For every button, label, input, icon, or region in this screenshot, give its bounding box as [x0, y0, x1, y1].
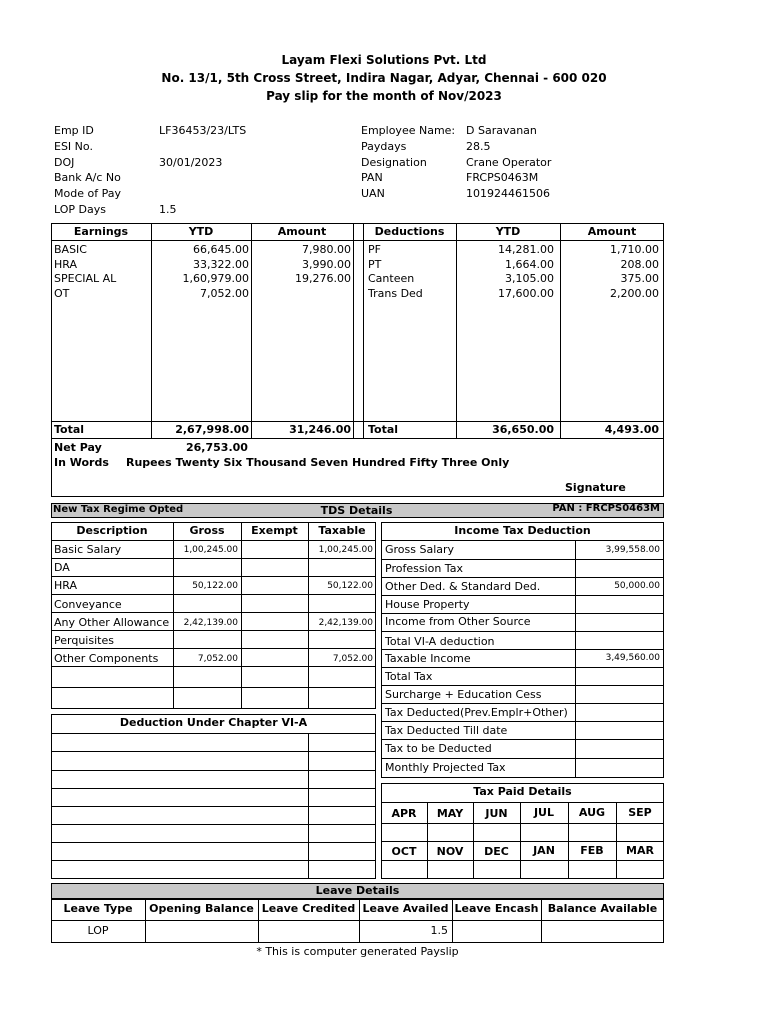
row-divider	[381, 739, 664, 740]
it-value: 50,000.00	[614, 581, 660, 591]
row-divider	[381, 841, 664, 842]
it-label: Total VI-A deduction	[385, 635, 495, 648]
earnings-total-amount: 31,246.00	[289, 423, 351, 436]
col-divider-mid	[353, 223, 354, 439]
earnings-header: Earnings	[73, 225, 129, 238]
taxable-header: Taxable	[318, 524, 366, 537]
leave-type-value: LOP	[87, 924, 109, 937]
row-divider	[51, 920, 664, 921]
earning-amount: 7,980.00	[302, 243, 351, 256]
it-label: Other Ded. & Standard Ded.	[385, 580, 541, 593]
it-label: Monthly Projected Tax	[385, 761, 506, 774]
row-divider	[381, 802, 664, 803]
deduction-name: PT	[368, 258, 382, 271]
row-divider	[51, 558, 376, 559]
tds-desc: Other Components	[54, 652, 159, 665]
row-divider	[381, 667, 664, 668]
month-jun: JUN	[485, 807, 508, 820]
header-divider	[51, 240, 664, 241]
gross-header: Gross	[189, 524, 225, 537]
row-divider	[51, 860, 376, 861]
row-divider	[51, 806, 376, 807]
month-aug: AUG	[578, 806, 606, 819]
row-divider	[51, 612, 376, 613]
row-divider	[381, 540, 664, 541]
deduction-amount: 208.00	[620, 258, 659, 271]
month-sep: SEP	[628, 806, 652, 819]
lop-days-value: 1.5	[159, 203, 177, 216]
designation-value: Crane Operator	[466, 156, 552, 169]
tds-desc: Basic Salary	[54, 543, 122, 556]
earning-amount: 3,990.00	[302, 258, 351, 271]
it-label: Total Tax	[385, 670, 433, 683]
row-divider	[381, 860, 664, 861]
month-nov: NOV	[436, 845, 464, 858]
deduction-amount: 2,200.00	[610, 287, 659, 300]
earning-ytd: 66,645.00	[193, 243, 249, 256]
row-divider	[51, 576, 376, 577]
tds-gross: 7,052.00	[197, 654, 238, 664]
it-label: Tax Deducted(Prev.Emplr+Other)	[385, 706, 568, 719]
pan-value: FRCPS0463M	[466, 171, 539, 184]
row-divider	[51, 788, 376, 789]
emp-id-value: LF36453/23/LTS	[159, 124, 247, 137]
deduction-ytd: 14,281.00	[498, 243, 554, 256]
deductions-ytd-header: YTD	[495, 225, 521, 238]
emp-id-label: Emp ID	[54, 124, 94, 137]
leave-header: Opening Balance	[149, 902, 254, 915]
row-divider	[381, 703, 664, 704]
deductions-header: Deductions	[374, 225, 445, 238]
row-divider	[381, 613, 664, 614]
row-divider	[51, 666, 376, 667]
col-divider	[241, 522, 242, 709]
total-divider	[51, 421, 664, 422]
company-name: Layam Flexi Solutions Pvt. Ltd	[281, 53, 487, 67]
row-divider	[381, 559, 664, 560]
leave-availed-value: 1.5	[430, 924, 448, 937]
row-divider	[381, 649, 664, 650]
paydays-label: Paydays	[361, 140, 407, 153]
it-label: House Property	[385, 598, 470, 611]
chapter-via-border	[51, 714, 376, 879]
month-apr: APR	[391, 807, 417, 820]
month-oct: OCT	[391, 845, 417, 858]
month-jul: JUL	[533, 806, 555, 819]
deduction-amount: 1,710.00	[610, 243, 659, 256]
tds-desc: Perquisites	[54, 634, 114, 647]
tds-taxable: 2,42,139.00	[318, 618, 373, 628]
uan-value: 101924461506	[466, 187, 550, 200]
tds-gross: 50,122.00	[192, 581, 238, 591]
leave-header: Leave Type	[63, 902, 133, 915]
deductions-total-ytd: 36,650.00	[492, 423, 554, 436]
row-divider	[51, 687, 376, 688]
tax-paid-title: Tax Paid Details	[473, 785, 572, 798]
row-divider	[381, 577, 664, 578]
row-divider	[51, 770, 376, 771]
it-label: Taxable Income	[385, 652, 471, 665]
esi-label: ESI No.	[54, 140, 93, 153]
earning-name: OT	[54, 287, 70, 300]
earning-name: BASIC	[54, 243, 87, 256]
leave-header: Leave Encash	[454, 902, 539, 915]
earning-ytd: 1,60,979.00	[182, 272, 249, 285]
deduction-ytd: 17,600.00	[498, 287, 554, 300]
signature-label: Signature	[565, 481, 626, 494]
tds-taxable: 7,052.00	[332, 654, 373, 664]
leave-title: Leave Details	[315, 884, 400, 897]
netpay-value: 26,753.00	[186, 441, 248, 454]
deduction-name: Trans Ded	[368, 287, 423, 300]
it-value: 3,49,560.00	[605, 653, 660, 663]
earning-name: SPECIAL AL	[54, 272, 117, 285]
it-label: Gross Salary	[385, 543, 455, 556]
deductions-total-amount: 4,493.00	[604, 423, 659, 436]
deductions-amount-header: Amount	[587, 225, 637, 238]
month-jan: JAN	[533, 844, 555, 857]
deduction-name: PF	[368, 243, 381, 256]
earnings-total-ytd: 2,67,998.00	[175, 423, 249, 436]
doj-label: DOJ	[54, 156, 75, 169]
earnings-total-label: Total	[54, 423, 85, 436]
deduction-name: Canteen	[368, 272, 415, 285]
tds-title: TDS Details	[320, 504, 393, 517]
employee-name-label: Employee Name:	[361, 124, 456, 137]
it-label: Tax Deducted Till date	[385, 724, 508, 737]
in-words-value: Rupees Twenty Six Thousand Seven Hundred Fifty Three Only	[126, 456, 510, 469]
income-tax-title: Income Tax Deduction	[454, 524, 591, 537]
it-label: Tax to be Deducted	[385, 742, 492, 755]
earning-name: HRA	[54, 258, 77, 271]
doj-value: 30/01/2023	[159, 156, 223, 169]
paydays-value: 28.5	[466, 140, 491, 153]
chapter-via-title: Deduction Under Chapter VI-A	[119, 716, 308, 729]
deduction-ytd: 3,105.00	[505, 272, 554, 285]
pan-label: PAN	[361, 171, 383, 184]
row-divider	[51, 594, 376, 595]
month-feb: FEB	[580, 844, 604, 857]
earnings-amount-header: Amount	[277, 225, 327, 238]
it-label: Surcharge + Education Cess	[385, 688, 542, 701]
col-divider-mid	[363, 223, 364, 439]
month-may: MAY	[436, 807, 464, 820]
row-divider	[381, 631, 664, 632]
tds-desc: DA	[54, 561, 70, 574]
row-divider	[381, 685, 664, 686]
company-address: No. 13/1, 5th Cross Street, Indira Nagar, Adyar, Chennai - 600 020	[161, 71, 607, 85]
row-divider	[381, 595, 664, 596]
mode-of-pay-label: Mode of Pay	[54, 187, 121, 200]
bank-label: Bank A/c No	[54, 171, 121, 184]
designation-label: Designation	[361, 156, 427, 169]
month-mar: MAR	[626, 844, 654, 857]
row-divider	[381, 721, 664, 722]
earning-amount: 19,276.00	[295, 272, 351, 285]
deductions-total-label: Total	[368, 423, 399, 436]
exempt-header: Exempt	[251, 524, 298, 537]
deduction-amount: 375.00	[620, 272, 659, 285]
employee-name-value: D Saravanan	[466, 124, 537, 137]
tax-regime-label: New Tax Regime Opted	[53, 504, 184, 515]
it-label: Income from Other Source	[385, 615, 531, 628]
tds-pan: PAN : FRCPS0463M	[552, 503, 660, 514]
month-dec: DEC	[484, 845, 509, 858]
earnings-ytd-header: YTD	[188, 225, 214, 238]
row-divider	[51, 751, 376, 752]
tds-gross: 2,42,139.00	[183, 618, 238, 628]
row-divider	[381, 758, 664, 759]
earning-ytd: 7,052.00	[200, 287, 249, 300]
row-divider	[51, 733, 376, 734]
tds-taxable: 50,122.00	[327, 581, 373, 591]
tds-desc: Conveyance	[54, 598, 122, 611]
row-divider	[51, 648, 376, 649]
it-label: Profession Tax	[385, 562, 463, 575]
tds-desc: HRA	[54, 579, 77, 592]
payslip-title: Pay slip for the month of Nov/2023	[266, 89, 502, 103]
it-value: 3,99,558.00	[605, 545, 660, 555]
tds-gross: 1,00,245.00	[183, 545, 238, 555]
leave-header: Leave Credited	[261, 902, 356, 915]
tds-desc: Any Other Allowance	[54, 616, 170, 629]
row-divider	[51, 630, 376, 631]
footer-note: * This is computer generated Payslip	[256, 945, 459, 958]
deduction-ytd: 1,664.00	[505, 258, 554, 271]
in-words-label: In Words	[54, 456, 109, 469]
earning-ytd: 33,322.00	[193, 258, 249, 271]
row-divider	[51, 540, 376, 541]
lop-days-label: LOP Days	[54, 203, 106, 216]
netpay-label: Net Pay	[54, 441, 102, 454]
row-divider	[381, 823, 664, 824]
leave-header: Leave Availed	[362, 902, 449, 915]
tds-taxable: 1,00,245.00	[318, 545, 373, 555]
leave-header: Balance Available	[547, 902, 658, 915]
row-divider	[51, 824, 376, 825]
description-header: Description	[76, 524, 148, 537]
uan-label: UAN	[361, 187, 385, 200]
row-divider	[51, 842, 376, 843]
